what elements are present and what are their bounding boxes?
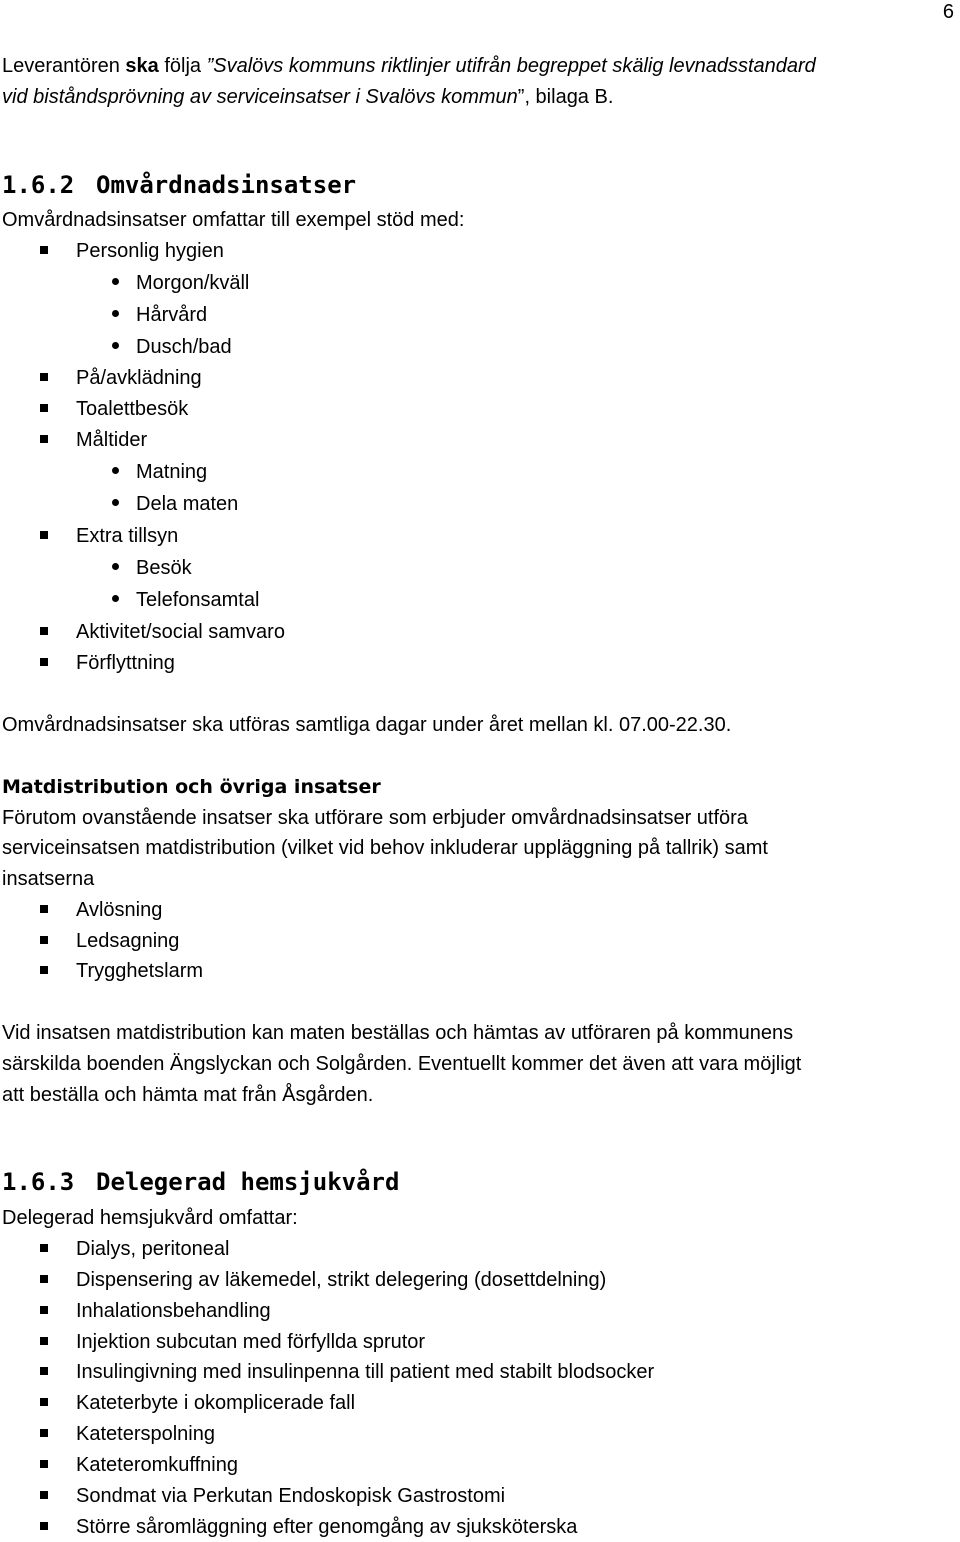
list-item-label: Insulingivning med insulinpenna till patient med stabilt blodsocker xyxy=(76,1361,655,1383)
sub-item-label: Morgon/kväll xyxy=(136,272,250,294)
sub-list-item xyxy=(112,271,249,295)
square-bullet-icon xyxy=(40,373,48,381)
list-item-label: Kateteromkuffning xyxy=(76,1454,238,1476)
dot-bullet-icon xyxy=(112,499,119,506)
sub-list-item xyxy=(112,588,259,612)
square-bullet-icon xyxy=(40,531,48,539)
list-item xyxy=(40,397,188,421)
list-item-label: Sondmat via Perkutan Endoskopisk Gastrostomi xyxy=(76,1485,506,1507)
list-item xyxy=(40,1237,229,1261)
section-number: 1.6.2 xyxy=(2,171,75,199)
intro-line-2 xyxy=(2,85,613,109)
list-item-label: Måltider xyxy=(76,429,148,451)
paragraph-line: Förutom ovanstående insatser ska utförare som erbjuder omvårdnadsinsatser utföra xyxy=(2,807,748,829)
list-item-label: Dispensering av läkemedel, strikt delegering (dosettdelning) xyxy=(76,1269,607,1291)
square-bullet-icon xyxy=(40,1522,48,1530)
list-item xyxy=(40,1453,238,1477)
section-title: Delegerad hemsjukvård xyxy=(96,1168,400,1196)
sub-list-item xyxy=(112,303,207,327)
section-number: 1.6.3 xyxy=(2,1168,75,1196)
square-bullet-icon xyxy=(40,1244,48,1252)
matdistribution-heading: Matdistribution och övriga insatser xyxy=(2,776,381,798)
list-item xyxy=(40,1299,271,1323)
list-item-label: Större såromläggning efter genomgång av sjuksköterska xyxy=(76,1516,578,1538)
page-number: 6 xyxy=(942,1,954,23)
sub-item-label: Besök xyxy=(136,557,192,579)
list-item-label: Förflyttning xyxy=(76,652,175,674)
list-item-label: Toalettbesök xyxy=(76,398,189,420)
list-item xyxy=(40,428,147,452)
list-item xyxy=(40,1391,355,1415)
paragraph-line: att beställa och hämta mat från Åsgården. xyxy=(2,1084,374,1106)
section-lead: Delegerad hemsjukvård omfattar: xyxy=(2,1207,298,1229)
list-item xyxy=(40,651,175,675)
list-item-label: På/avklädning xyxy=(76,367,202,389)
list-item-label: Trygghetslarm xyxy=(76,960,204,982)
sub-list-item xyxy=(112,460,207,484)
list-item xyxy=(40,929,179,953)
list-item xyxy=(40,239,224,263)
section-title: Omvårdnadsinsatser xyxy=(96,171,357,199)
list-item-label: Kateterbyte i okomplicerade fall xyxy=(76,1392,356,1414)
square-bullet-icon xyxy=(40,1337,48,1345)
list-item-label: Injektion subcutan med förfyllda sprutor xyxy=(76,1331,426,1353)
intro-guideline-title: vid biståndsprövning av serviceinsatser i Svalövs kommun xyxy=(2,86,518,108)
sub-item-label: Dusch/bad xyxy=(136,336,232,358)
square-bullet-icon xyxy=(40,404,48,412)
list-item-label: Kateterspolning xyxy=(76,1423,215,1445)
sub-item-label: Hårvård xyxy=(136,304,208,326)
intro-text: följa xyxy=(158,55,207,77)
sub-item-label: Dela maten xyxy=(136,493,239,515)
list-item xyxy=(40,1330,425,1354)
paragraph-line: särskilda boenden Ängslyckan och Solgården. Eventuellt kommer det även att vara möjligt xyxy=(2,1053,802,1075)
dot-bullet-icon xyxy=(112,467,119,474)
square-bullet-icon xyxy=(40,936,48,944)
dot-bullet-icon xyxy=(112,278,119,285)
list-item xyxy=(40,898,162,922)
intro-guideline-title: ”Svalövs kommuns riktlinjer utifrån begreppet skälig levnadsstandard xyxy=(206,55,816,77)
list-item-label: Extra tillsyn xyxy=(76,525,179,547)
paragraph-line: insatserna xyxy=(2,868,95,890)
list-item-label: Inhalationsbehandling xyxy=(76,1300,271,1322)
section-heading-1-6-3 xyxy=(2,1167,399,1197)
square-bullet-icon xyxy=(40,246,48,254)
square-bullet-icon xyxy=(40,1460,48,1468)
square-bullet-icon xyxy=(40,1367,48,1375)
square-bullet-icon xyxy=(40,1275,48,1283)
dot-bullet-icon xyxy=(112,310,119,317)
list-item xyxy=(40,1515,577,1539)
list-item-label: Ledsagning xyxy=(76,930,180,952)
dot-bullet-icon xyxy=(112,342,119,349)
list-item-label: Aktivitet/social samvaro xyxy=(76,621,285,643)
sub-list-item xyxy=(112,556,192,580)
intro-line-1 xyxy=(2,54,816,78)
list-item xyxy=(40,1422,215,1446)
list-item xyxy=(40,620,285,644)
sub-item-label: Telefonsamtal xyxy=(136,589,260,611)
intro-bold-word: ska xyxy=(125,55,159,77)
paragraph-line: serviceinsatsen matdistribution (vilket vid behov inkluderar uppläggning på tallrik) samt xyxy=(2,837,768,859)
square-bullet-icon xyxy=(40,627,48,635)
list-item-label: Personlig hygien xyxy=(76,240,224,262)
square-bullet-icon xyxy=(40,658,48,666)
square-bullet-icon xyxy=(40,1429,48,1437)
paragraph-line: Vid insatsen matdistribution kan maten beställas och hämtas av utföraren på kommunens xyxy=(2,1022,794,1044)
sub-list-item xyxy=(112,492,238,516)
square-bullet-icon xyxy=(40,905,48,913)
sub-list-item xyxy=(112,335,232,359)
dot-bullet-icon xyxy=(112,595,119,602)
square-bullet-icon xyxy=(40,435,48,443)
section-lead: Omvårdnadsinsatser omfattar till exempel stöd med: xyxy=(2,209,465,231)
intro-text: ”, bilaga B. xyxy=(517,86,614,108)
square-bullet-icon xyxy=(40,1398,48,1406)
list-item xyxy=(40,524,178,548)
square-bullet-icon xyxy=(40,1306,48,1314)
list-item xyxy=(40,366,202,390)
section-heading-1-6-2 xyxy=(2,170,356,200)
dot-bullet-icon xyxy=(112,563,119,570)
intro-text: Leverantören xyxy=(2,55,126,77)
list-item-label: Dialys, peritoneal xyxy=(76,1238,230,1260)
list-item xyxy=(40,1268,606,1292)
list-item xyxy=(40,1360,654,1384)
square-bullet-icon xyxy=(40,1491,48,1499)
list-item-label: Avlösning xyxy=(76,899,163,921)
sub-item-label: Matning xyxy=(136,461,208,483)
square-bullet-icon xyxy=(40,966,48,974)
schedule-text: Omvårdnadsinsatser ska utföras samtliga dagar under året mellan kl. 07.00-22.30. xyxy=(2,714,732,736)
list-item xyxy=(40,1484,505,1508)
list-item xyxy=(40,959,203,983)
